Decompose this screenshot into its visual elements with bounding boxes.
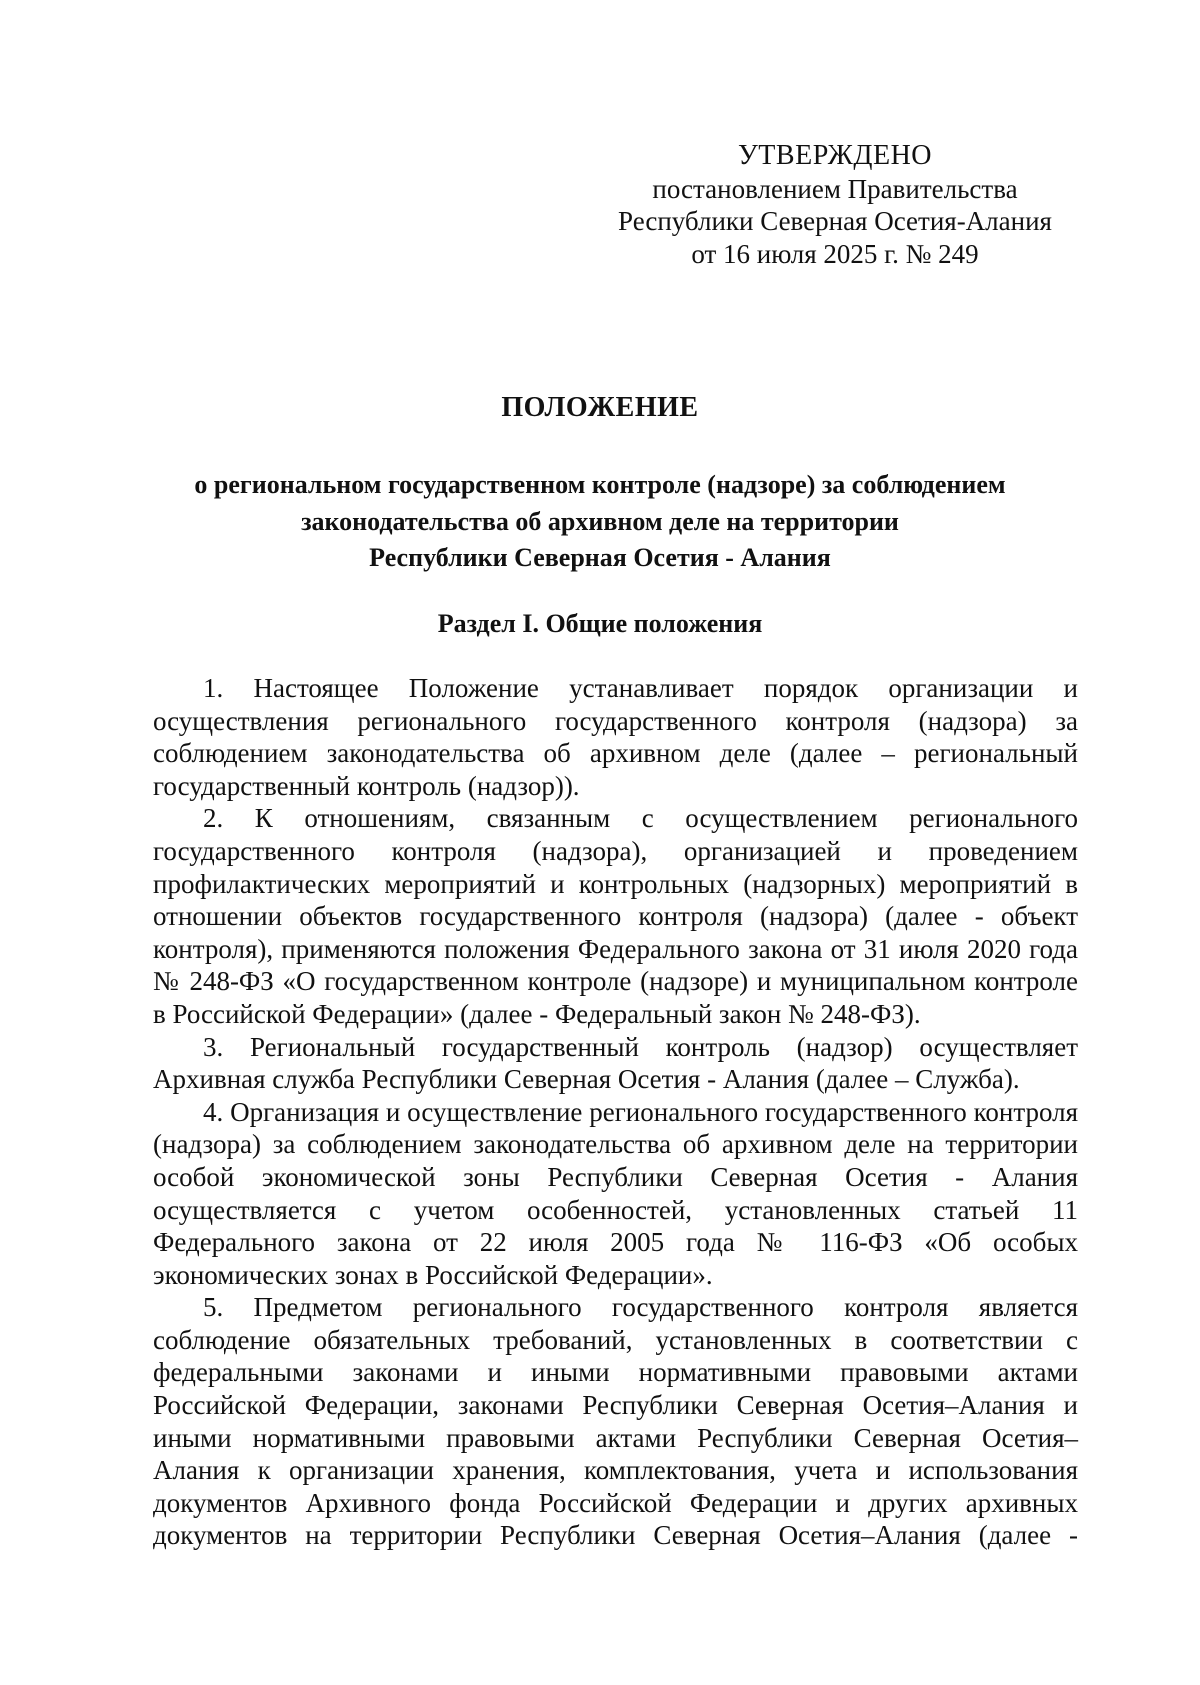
approval-line-date-number: от 16 июля 2025 г. № 249 [691,238,979,269]
document-subtitle [140,467,1060,577]
paragraph-3: 3. Региональный государственный контроль (надзор) осуществляет Архивная служба Республики Северная Осетия - Алания (далее – Служба). [153,1031,1078,1095]
approval-line-decree: постановлением Правительства [652,173,1018,204]
approval-line-republic: Республики Северная Осетия-Алания [618,206,1052,236]
paragraph-2: 2. К отношениям, связанным с осуществлением регионального государственного контроля (надзора), организацией и проведением профилактических мероприятий и контрольных (надзорных) мероприятий в отношении объектов государственного контроля (надзора) (далее - объект контроля), применяются положения Федерального закона от 31 июля 2020 года № 248-ФЗ «О государственном контроле (надзоре) и муниципальном контроле в Российской Федерации» (далее - Федеральный закон № 248-ФЗ). [153,803,1078,1029]
subtitle-line: Республики Северная Осетия - Алания [369,543,831,572]
subtitle-line: законодательства об архивном деле на территории [301,506,899,536]
document-body [153,672,1078,1552]
approval-title: УТВЕРЖДЕНО [737,140,933,171]
subtitle-line: о региональном государственном контроле (надзоре) за соблюдением [194,470,1006,499]
paragraph-4: 4. Организация и осуществление регионального государственного контроля (надзора) за соблюдением законодательства об архивном деле на территории особой экономической зоны Республики Северная Осетия - Алания осуществляется с учетом особенностей, установленных статьей 11 Федерального закона от 22 июля 2005 года № 116-ФЗ «Об особых экономических зонах в Российской Федерации». [153,1096,1078,1290]
approval-block [600,140,1070,270]
paragraph-5: 5. Предметом регионального государственного контроля является соблюдение обязательных требований, установленных в соответствии с федеральными законами и иными нормативными правовыми актами Российской Федерации, законами Республики Северная Осетия–Алания и иными нормативными правовыми актами Республики Северная Осетия–Алания к организации хранения, комплектования, учета и использования документов Архивного фонда Российской Федерации и других архивных документов на территории Республики Северная Осетия–Алания (далее - [153,1292,1078,1551]
paragraph-1: 1. Настоящее Положение устанавливает порядок организации и осуществления регионального государственного контроля (надзора) за соблюдением законодательства об архивном деле (далее – региональный государственный контроль (надзор)). [153,673,1078,801]
document-title: ПОЛОЖЕНИЕ [501,392,699,423]
section-heading: Раздел I. Общие положения [437,609,763,638]
